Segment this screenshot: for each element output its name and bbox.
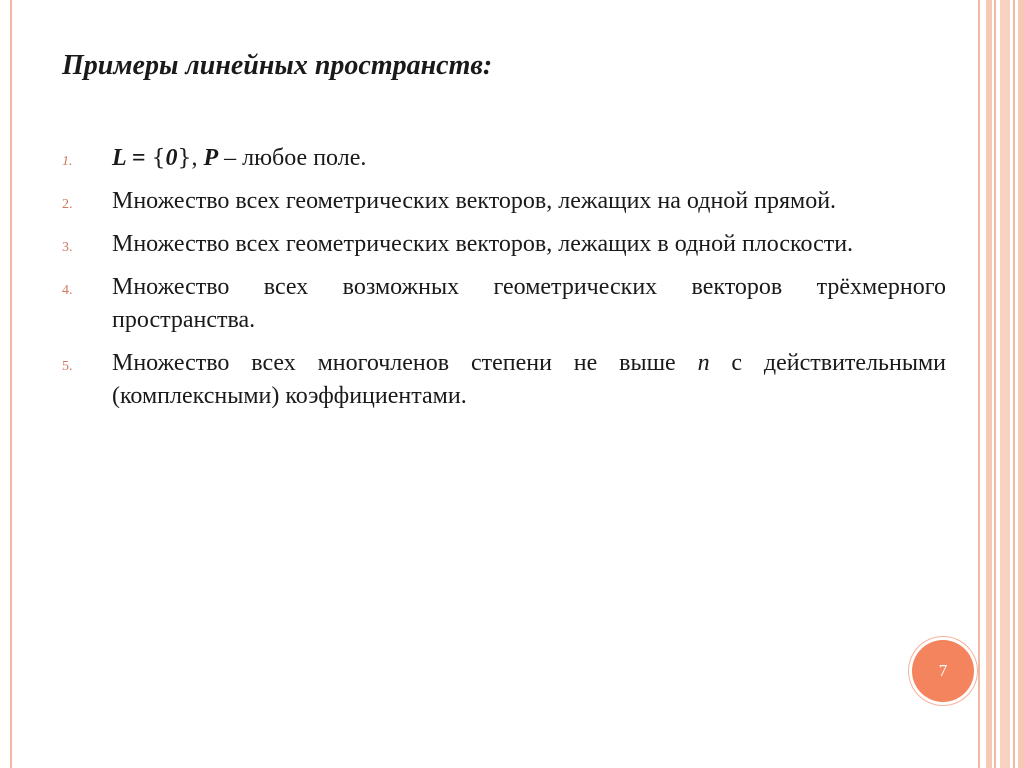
decorative-stripe bbox=[994, 0, 996, 768]
item-text: Множество всех многочленов степени не выше bbox=[112, 350, 698, 376]
equals-sign: = bbox=[125, 145, 152, 171]
item-text: Множество всех геометрических векторов, лежащих в одной плоскости. bbox=[112, 231, 854, 257]
list-item bbox=[62, 271, 946, 337]
decorative-stripe bbox=[1018, 0, 1024, 768]
brace-close: } bbox=[177, 146, 192, 171]
list-item bbox=[62, 142, 946, 175]
examples-list bbox=[62, 142, 946, 423]
item-number: 2. bbox=[62, 197, 73, 212]
item-text: – любое поле. bbox=[218, 145, 367, 171]
item-number: 3. bbox=[62, 240, 73, 255]
comma: , bbox=[191, 145, 204, 171]
item-text: Множество всех геометрических векторов, лежащих на одной прямой. bbox=[112, 188, 837, 214]
brace-open: { bbox=[151, 146, 166, 171]
slide-title: Примеры линейных пространств: bbox=[62, 50, 493, 81]
zero-vector: 0 bbox=[165, 145, 178, 171]
list-item bbox=[62, 185, 946, 218]
list-item bbox=[62, 347, 946, 413]
item-number: 4. bbox=[62, 283, 73, 298]
decorative-stripe bbox=[1013, 0, 1015, 768]
item-text: Множество всех возможных геометрических векторов трёхмерного пространства. bbox=[112, 274, 946, 333]
item-text: с действительными (комплексными) коэффициентами. bbox=[112, 350, 946, 409]
decorative-stripe bbox=[986, 0, 992, 768]
page-number-badge: 7 bbox=[912, 640, 974, 702]
decorative-stripe bbox=[1000, 0, 1010, 768]
symbol-n: n bbox=[697, 350, 710, 376]
list-item bbox=[62, 228, 946, 261]
item-number: 5. bbox=[62, 359, 73, 374]
symbol-p: P bbox=[203, 145, 219, 171]
symbol-l: L bbox=[112, 145, 126, 171]
item-number: 1. bbox=[62, 154, 73, 169]
